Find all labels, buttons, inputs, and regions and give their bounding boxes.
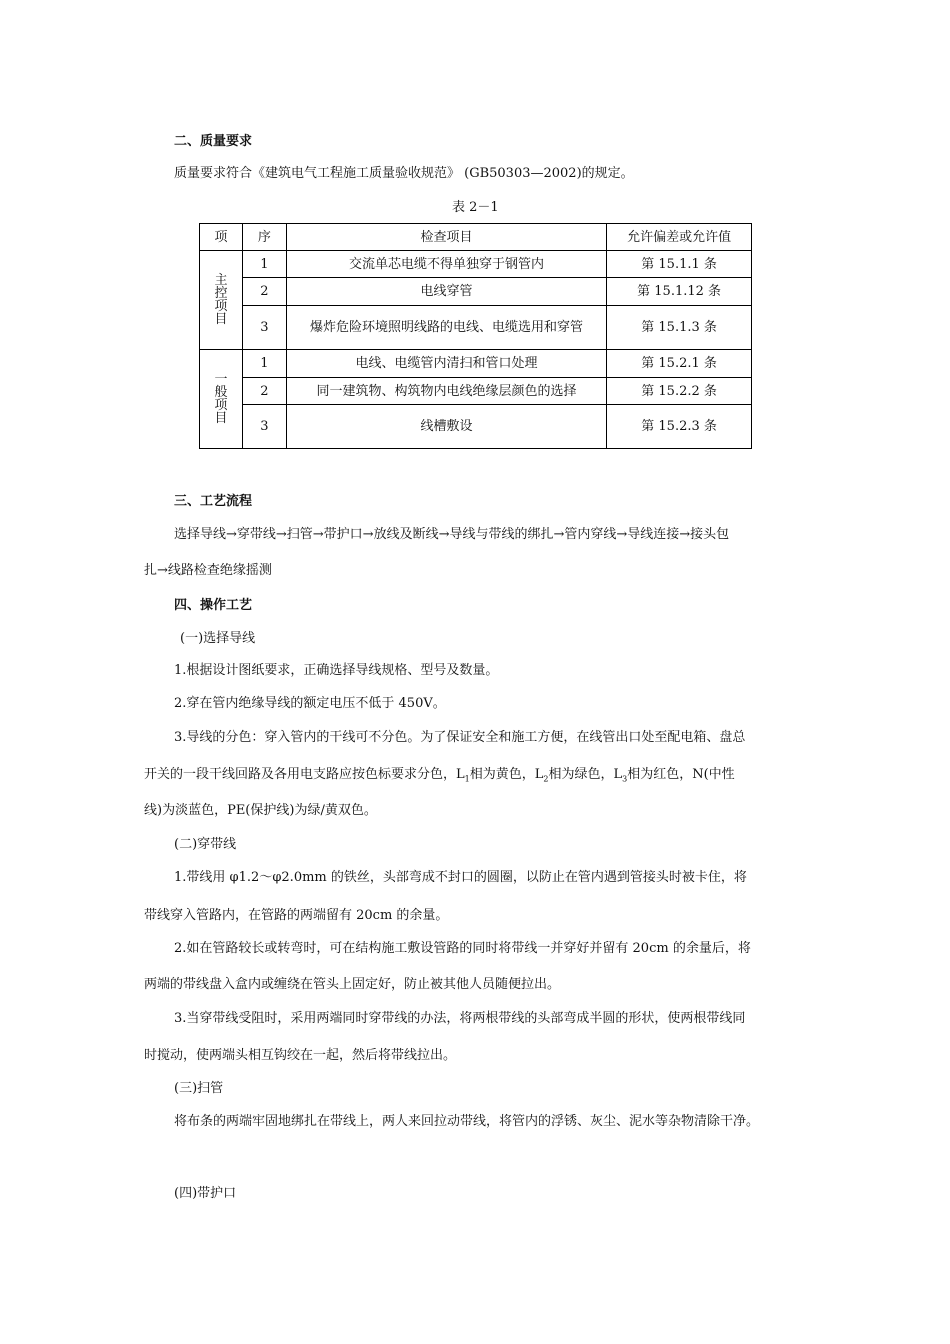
paragraph: 1.根据设计图纸要求，正确选择导线规格、型号及数量。 (174, 663, 499, 678)
paragraph: 1.带线用 φ1.2～φ2.0mm 的铁丝，头部弯成不封口的圆圈，以防止在管内遇到管接头时被卡住，将 (174, 870, 747, 885)
section-heading-process-flow: 三、工艺流程 (174, 494, 253, 509)
row-check-item: 电线、电缆管内清扫和管口处理 (286, 350, 606, 378)
paragraph: 将布条的两端牢固地绑扎在带线上，两人来回拉动带线，将管内的浮锈、灰尘、泥水等杂物清除干净。 (174, 1114, 760, 1129)
table-row (200, 350, 752, 378)
subsection-title-bushing: (四)带护口 (174, 1186, 237, 1201)
paragraph: 3.当穿带线受阻时，采用两端同时穿带线的办法，将两根带线的头部弯成半圆的形状，使两根带线同 (174, 1011, 746, 1026)
paragraph: 两端的带线盘入盒内或缠绕在管头上固定好，防止被其他人员随便拉出。 (144, 977, 561, 992)
subsection-title-sweep-pipe: (三)扫管 (174, 1081, 224, 1096)
paragraph: 2.穿在管内绝缘导线的额定电压不低于 450V。 (174, 696, 446, 711)
row-number: 1 (242, 251, 286, 278)
group-label-general: 一 般 项 目 (200, 350, 243, 449)
subsection-title-select-wire: (一)选择导线 (180, 631, 256, 646)
row-reference: 第 15.2.2 条 (607, 378, 752, 405)
paragraph: 2.如在管路较长或转弯时，可在结构施工敷设管路的同时将带线一并穿好并留有 20cm 的余量后，将 (174, 941, 751, 956)
table-row (200, 405, 752, 449)
row-check-item: 同一建筑物、构筑物内电线绝缘层颜色的选择 (286, 378, 606, 405)
table-row (200, 278, 752, 306)
table-row (200, 306, 752, 350)
row-check-item: 爆炸危险环境照明线路的电线、电缆选用和穿管 (286, 306, 606, 350)
row-check-item: 线槽敷设 (286, 405, 606, 449)
row-number: 3 (242, 405, 286, 449)
row-number: 2 (242, 378, 286, 405)
process-flow-line-1: 选择导线→穿带线→扫管→带护口→放线及断线→导线与带线的绑扎→管内穿线→导线连接→接头包 (174, 527, 730, 542)
header-tolerance: 允许偏差或允许值 (607, 224, 752, 251)
paragraph: 3.导线的分色：穿入管内的干线可不分色。为了保证安全和施工方便，在线管出口处至配电箱、盘总 (174, 730, 746, 745)
table-header-row (200, 224, 752, 251)
subsection-title-pull-wire: (二)穿带线 (174, 837, 237, 852)
quality-table (199, 223, 752, 449)
row-reference: 第 15.1.1 条 (607, 251, 752, 278)
process-flow-line-2: 扎→线路检查绝缘摇测 (144, 563, 272, 578)
paragraph: 带线穿入管路内，在管路的两端留有 20cm 的余量。 (144, 908, 449, 923)
section-heading-operation: 四、操作工艺 (174, 598, 253, 613)
group-label-main-control: 主 控 项 目 (200, 251, 243, 350)
header-number: 序 (242, 224, 286, 251)
row-reference: 第 15.2.3 条 (607, 405, 752, 449)
paragraph: 线)为淡蓝色，PE(保护线)为绿/黄双色。 (144, 803, 377, 818)
row-check-item: 电线穿管 (286, 278, 606, 306)
header-check-item: 检查项目 (286, 224, 606, 251)
row-reference: 第 15.1.12 条 (607, 278, 752, 306)
row-reference: 第 15.1.3 条 (607, 306, 752, 350)
table-caption: 表 2－1 (452, 200, 499, 215)
section-heading-quality: 二、质量要求 (174, 134, 253, 149)
row-reference: 第 15.2.1 条 (607, 350, 752, 378)
row-number: 3 (242, 306, 286, 350)
row-number: 2 (242, 278, 286, 306)
row-check-item: 交流单芯电缆不得单独穿于钢管内 (286, 251, 606, 278)
table-row (200, 251, 752, 278)
table-row (200, 378, 752, 405)
header-category: 项 (200, 224, 243, 251)
paragraph: 时搅动，使两端头相互钩绞在一起，然后将带线拉出。 (144, 1048, 457, 1063)
quality-intro: 质量要求符合《建筑电气工程施工质量验收规范》 (GB50303—2002)的规定。 (174, 166, 634, 181)
row-number: 1 (242, 350, 286, 378)
paragraph-color-codes: 开关的一段干线回路及各用电支路应按色标要求分色，$L_1$相为黄色，$L_2$相为绿色，$L_3$相为红色，N(中性 (144, 767, 735, 784)
